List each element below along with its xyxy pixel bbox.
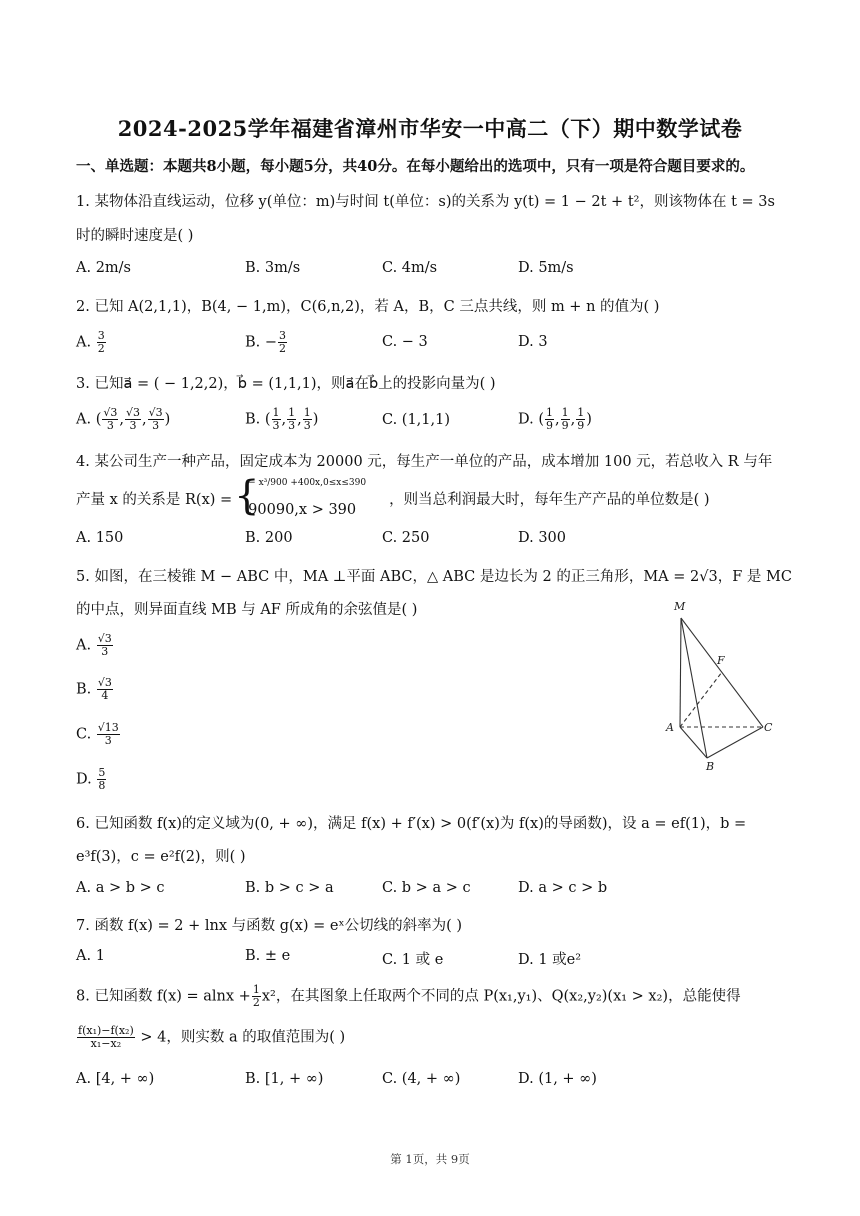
edge-ma	[680, 618, 681, 727]
q3-option-b: B. ( $\frac{1}{3}$ , $\frac{1}{3}$ , $\frac{1}{3}$ )	[245, 406, 319, 432]
edge-mc	[681, 618, 763, 727]
q5-c-prefix: C.	[76, 726, 96, 743]
label-f: F	[717, 654, 725, 667]
denominator: 2	[252, 996, 260, 1009]
q2-stem: 2. 已知 A(2,1,1)，B(4, − 1,m)，C(6,n,2)，若 A，B，C 三点共线，则 m + n 的值为( )	[76, 299, 660, 315]
label-b: B	[706, 760, 715, 770]
q4-line2-suffix: ，则当总利润最大时，每年生产产品的单位数是( )	[389, 492, 710, 508]
denominator: 3	[303, 419, 311, 432]
q8-option-d: D. (1, + ∞)	[518, 1071, 597, 1087]
numerator: √3	[97, 676, 112, 689]
q3-b-prefix: B. (	[245, 411, 271, 428]
q8-stem-line2	[76, 1025, 345, 1050]
q3-option-c: C. (1,1,1)	[382, 412, 451, 428]
edge-mb	[681, 618, 707, 758]
denominator: 8	[98, 779, 106, 792]
q2-b-fraction	[278, 330, 287, 355]
q1-stem-line1: 1. 某物体沿直线运动，位移 y(单位：m)与时间 t(单位：s)的关系为 y(t) = 1 − 2t + t²，则该物体在 t = 3s	[76, 194, 775, 210]
q3-d-fraction-2	[561, 407, 570, 432]
q8-difference-quotient	[77, 1025, 135, 1050]
q5-d-fraction	[97, 767, 106, 792]
q6-option-d: D. a > c > b	[518, 880, 608, 896]
label-a: A	[666, 721, 674, 734]
q5-a-prefix: A.	[76, 637, 96, 654]
q8-option-a: A. [4, + ∞)	[76, 1071, 155, 1087]
exam-title: 2024-2025学年福建省漳州市华安一中高二（下）期中数学试卷	[117, 116, 743, 141]
q5-option-c	[76, 722, 121, 747]
numerator: 1	[303, 406, 311, 419]
denominator: 3	[129, 419, 137, 432]
numerator: 5	[98, 766, 106, 779]
q5-c-fraction	[97, 722, 120, 747]
numerator: 3	[97, 329, 105, 342]
q6-option-a: A. a > b > c	[76, 880, 165, 896]
q3-b-fraction-3	[303, 407, 312, 432]
numerator: √13	[97, 721, 119, 734]
q5-stem-line1: 5. 如图，在三棱锥 M − ABC 中，MA ⊥平面 ABC，△ ABC 是边长为 2 的正三角形，MA = 2√3，F 是 MC	[76, 569, 792, 585]
tetrahedron-figure	[660, 600, 790, 770]
q3-b-fraction-1	[272, 407, 281, 432]
q2-b-prefix: B. −	[245, 334, 278, 351]
denominator: x₁−x₂	[90, 1037, 122, 1050]
numerator: 1	[577, 406, 585, 419]
denominator: 9	[577, 419, 585, 432]
q5-d-prefix: D.	[76, 771, 97, 788]
denominator: 9	[545, 419, 553, 432]
q3-a-prefix: A. (	[76, 411, 102, 428]
segment-af-hidden	[680, 672, 722, 727]
edge-bc	[707, 727, 763, 758]
q4-piecewise	[234, 473, 389, 522]
q6-stem-line2: e³f(3)，c = e²f(2)，则( )	[76, 849, 246, 865]
q7-option-d: D. 1 或e²	[518, 952, 582, 968]
q4-piece-1: − x³/900 +400x,0≤x≤390	[248, 478, 367, 488]
denominator: 2	[97, 342, 105, 355]
numerator: 3	[279, 329, 287, 342]
q5-b-prefix: B.	[76, 681, 96, 698]
q3-a-fraction-2	[125, 407, 141, 432]
numerator: f(x₁)−f(x₂)	[78, 1024, 134, 1037]
q5-a-fraction	[97, 633, 113, 658]
q5-option-a	[76, 633, 114, 658]
numerator: 1	[545, 406, 553, 419]
q3-option-a: A. ( $\frac{√3}{3}$ , $\frac{√3}{3}$ , $\frac{√3}{3}$ )	[76, 406, 171, 432]
numerator: √3	[103, 406, 118, 419]
numerator: 1	[288, 406, 296, 419]
q8-stem-line1	[76, 984, 741, 1009]
q8-half-fraction	[252, 984, 261, 1009]
denominator: 3	[288, 419, 296, 432]
q1-option-c: C. 4m/s	[382, 260, 438, 276]
q1-option-a: A. 2m/s	[76, 260, 131, 276]
q6-option-c: C. b > a > c	[382, 880, 471, 896]
q7-stem: 7. 函数 f(x) = 2 + lnx 与函数 g(x) = eˣ公切线的斜率为( )	[76, 918, 463, 934]
q2-option-a	[76, 330, 107, 355]
numerator: 1	[252, 983, 260, 996]
q2-a-fraction	[97, 330, 106, 355]
q1-option-d: D. 5m/s	[518, 260, 574, 276]
q5-option-d	[76, 767, 107, 792]
denominator: 4	[101, 689, 109, 702]
denominator: 9	[561, 419, 569, 432]
q1-stem-line2: 时的瞬时速度是( )	[76, 228, 194, 244]
q8-line1-suffix: x²，在其图象上任取两个不同的点 P(x₁,y₁)、Q(x₂,y₂)(x₁ > x₂)，总能使得	[261, 988, 741, 1005]
numerator: 1	[272, 406, 280, 419]
numerator: √3	[97, 632, 112, 645]
q1-option-b: B. 3m/s	[245, 260, 301, 276]
q5-b-fraction	[97, 677, 113, 702]
denominator: 3	[104, 734, 112, 747]
label-m: M	[674, 600, 686, 613]
q5-option-b	[76, 677, 114, 702]
q3-b-fraction-2	[287, 407, 296, 432]
q8-option-b: B. [1, + ∞)	[245, 1071, 324, 1087]
denominator: 2	[279, 342, 287, 355]
q3-stem: 3. 已知a⃗ = ( − 1,2,2)，b⃗ = (1,1,1)，则a⃗在b⃗上的投影向量为( )	[76, 376, 496, 392]
edge-ab	[680, 727, 707, 758]
section-heading: 一、单选题：本题共8小题，每小题5分，共40分。在每小题给出的选项中，只有一项是符合题目要求的。	[76, 158, 755, 175]
q8-line2-suffix: > 4，则实数 a 的取值范围为( )	[135, 1029, 346, 1046]
q3-d-fraction-1	[545, 407, 554, 432]
label-c: C	[764, 721, 773, 734]
q7-option-b: B. ± e	[245, 948, 291, 964]
numerator: √3	[125, 406, 140, 419]
q7-option-c: C. 1 或 e	[382, 952, 444, 968]
q4-stem-line1: 4. 某公司生产一种产品，固定成本为 20000 元，每生产一单位的产品，成本增加 100 元，若总收入 R 与年	[76, 454, 773, 470]
numerator: √3	[148, 406, 163, 419]
q3-option-d: D. ( $\frac{1}{9}$ , $\frac{1}{9}$ , $\frac{1}{9}$ )	[518, 406, 592, 432]
denominator: 3	[272, 419, 280, 432]
q4-option-a: A. 150	[76, 530, 124, 546]
numerator: 1	[561, 406, 569, 419]
q8-line1-prefix: 8. 已知函数 f(x) = alnx +	[76, 988, 251, 1005]
q2-a-prefix: A.	[76, 334, 96, 351]
q2-option-d: D. 3	[518, 334, 548, 350]
q2-option-b	[245, 330, 288, 355]
q3-a-fraction-1	[102, 407, 118, 432]
denominator: 3	[106, 419, 114, 432]
q2-option-c: C. − 3	[382, 334, 428, 350]
q3-d-fraction-3	[576, 407, 585, 432]
q3-d-suffix: )	[586, 411, 592, 428]
q4-line2-prefix: 产量 x 的关系是 R(x) =	[76, 492, 233, 508]
denominator: 3	[101, 645, 109, 658]
q4-piece-2: 90090,x > 390	[248, 502, 357, 518]
q3-a-fraction-3	[148, 407, 164, 432]
page-footer: 第 1页，共 9页	[390, 1152, 470, 1166]
q7-option-a: A. 1	[76, 948, 105, 964]
q3-a-suffix: )	[164, 411, 171, 428]
q3-b-suffix: )	[312, 411, 319, 428]
q4-option-c: C. 250	[382, 530, 430, 546]
q4-option-b: B. 200	[245, 530, 293, 546]
left-brace-icon: {	[234, 473, 260, 519]
q4-option-d: D. 300	[518, 530, 567, 546]
q8-option-c: C. (4, + ∞)	[382, 1071, 461, 1087]
q3-d-prefix: D. (	[518, 411, 544, 428]
q4-stem-line2	[76, 473, 710, 522]
q6-stem-line1: 6. 已知函数 f(x)的定义域为(0, + ∞)，满足 f(x) + f′(x) > 0(f′(x)为 f(x)的导函数)，设 a = ef(1)，b =	[76, 816, 747, 832]
q6-option-b: B. b > c > a	[245, 880, 334, 896]
q5-stem-line2: 的中点，则异面直线 MB 与 AF 所成角的余弦值是( )	[76, 602, 418, 618]
denominator: 3	[152, 419, 160, 432]
